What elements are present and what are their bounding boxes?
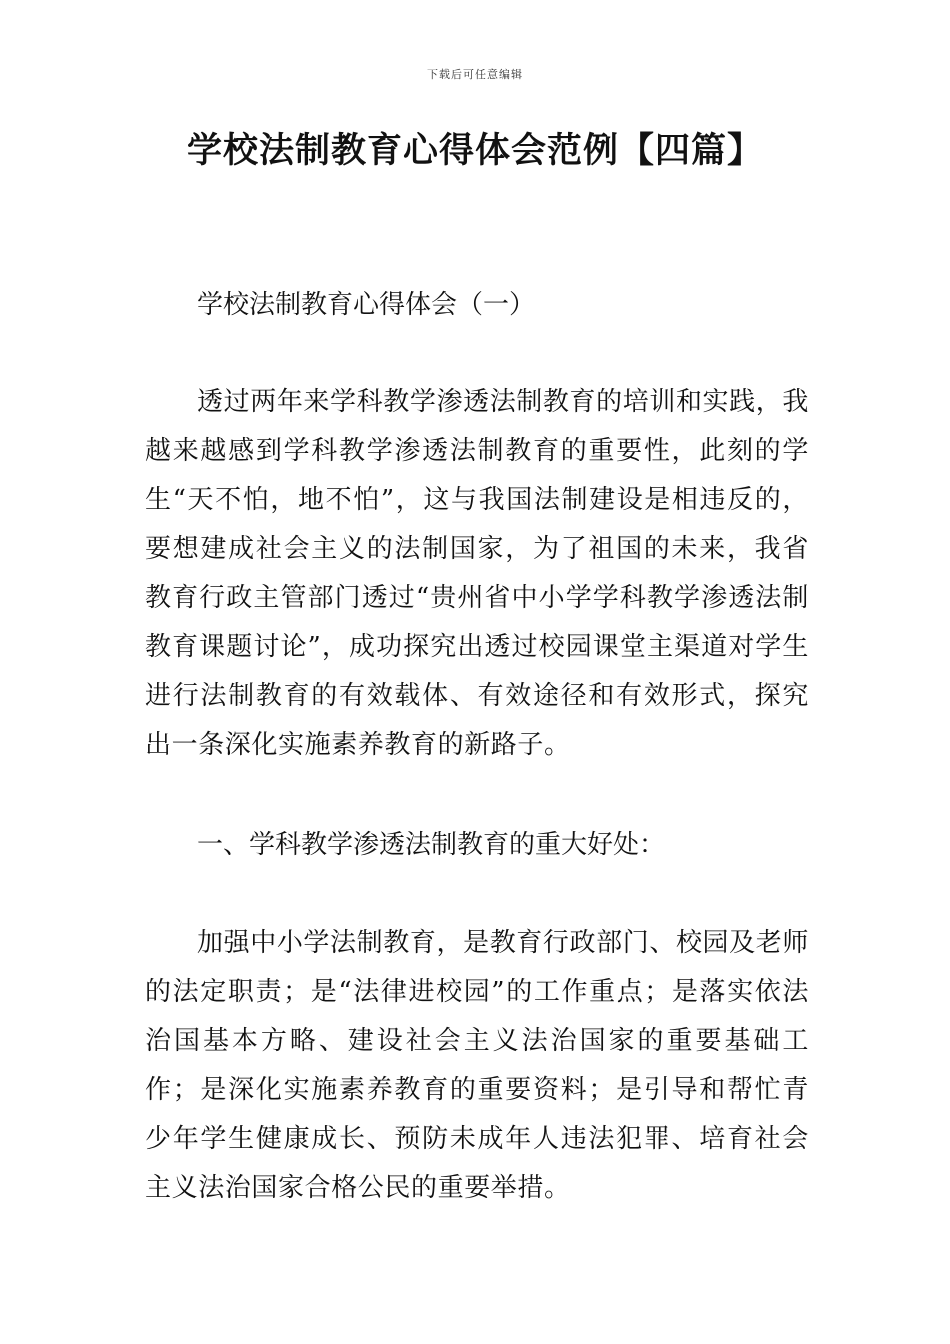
document-title: 学校法制教育心得体会范例【四篇】 (186, 131, 763, 171)
subheading-1: 一、学科教学渗透法制教育的重大好处： (197, 830, 666, 860)
paragraph-1-block (145, 378, 809, 770)
paragraph-1: 透过两年来学科教学渗透法制教育的培训和实践，我越来越感到学科教学渗透法制教育的重要性，此刻的学生“天不怕，地不怕”，这与我国法制建设是相违反的，要想建成社会主义的法制国家，为了祖国的未来，我省教育行政主管部门透过“贵州省中小学学科教学渗透法制教育课题讨论”，成功探究出透过校园课堂主渠道对学生进行法制教育的有效载体、有效途径和有效形式，探究出一条深化实施素养教育的新路子。 (145, 387, 809, 760)
paragraph-2: 加强中小学法制教育，是教育行政部门、校园及老师的法定职责；是“法律进校园”的工作重点；是落实依法治国基本方略、建设社会主义法治国家的重要基础工作；是深化实施素养教育的重要资料；是引导和帮忙青少年学生健康成长、预防未成年人违法犯罪、培育社会主义法治国家合格公民的重要举措。 (145, 928, 809, 1203)
section-title: 学校法制教育心得体会（一） (197, 290, 536, 320)
header-note: 下载后可任意编辑 (427, 68, 523, 81)
paragraph-2-block (145, 919, 809, 1213)
